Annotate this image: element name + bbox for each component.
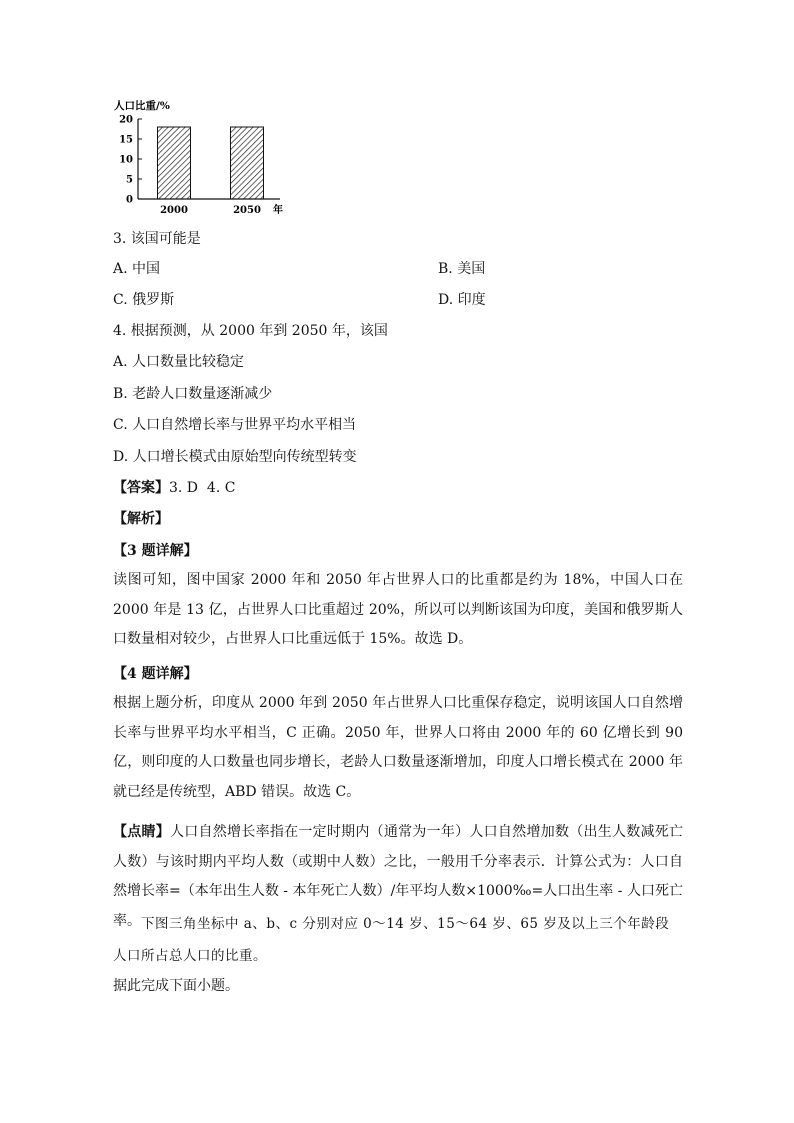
y-tick-label: 0 — [126, 194, 133, 206]
bar — [158, 127, 191, 199]
detail3-label: 【3 题详解】 — [113, 543, 198, 559]
detail4-label: 【4 题详解】 — [113, 666, 198, 682]
tip-text: 人口自然增长率指在一定时期内（通常为一年）人口自然增加数（出生人数减死亡人数）与该时期内平均人数（或期中人数）之比，一般用千分率表示．计算公式为：人口自然增长率=（本年出生人数 - 本年死亡人数）/年平均人数×1000‰=人口出生率 - 人口死亡率。 — [113, 824, 684, 929]
q3-option-a: A. 中国 — [113, 261, 161, 277]
bar-chart-svg — [112, 98, 302, 220]
y-tick-label: 10 — [119, 154, 133, 166]
y-tick-label: 15 — [119, 134, 133, 146]
next-intro: 下图三角坐标中 a、b、c 分别对应 0～14 岁、15～64 岁、65 岁及以上三个年龄段人口所占总人口的比重。 — [113, 916, 670, 964]
population-share-chart — [112, 98, 302, 220]
bars — [158, 127, 264, 199]
q4-option-a: A. 人口数量比较稳定 — [113, 354, 245, 370]
q3-option-d: D. 印度 — [438, 292, 486, 308]
q3-option-b: B. 美国 — [438, 261, 486, 277]
x-tick-label: 2050 — [233, 205, 261, 216]
q4-option-b: B. 老龄人口数量逐渐减少 — [113, 386, 273, 402]
detail4-text: 根据上题分析，印度从 2000 年到 2050 年占世界人口比重保存稳定，说明该国人口自然增长率与世界平均水平相当，C 正确。2050 年，世界人口将由 2000 年的 60 亿增长到 90 亿，则印度的人口数量也同步增长，老龄人口数量逐渐增加，印度人口增长模式在 2000 年就已经是传统型，ABD 错误。故选 C。 — [113, 695, 683, 800]
analysis-label: 【解析】 — [113, 511, 169, 527]
y-tick-label: 5 — [126, 174, 133, 186]
y-axis-label: 人口比重/% — [114, 100, 170, 112]
q4-option-c: C. 人口自然增长率与世界平均水平相当 — [113, 417, 357, 433]
q4-option-d: D. 人口增长模式由原始型向传统型转变 — [113, 449, 357, 465]
x-axis-label: 年 — [273, 205, 283, 216]
q4-stem: 4. 根据预测，从 2000 年到 2050 年，该国 — [113, 323, 388, 339]
q3-stem: 3. 该国可能是 — [113, 231, 201, 247]
detail3-text: 读图可知，图中国家 2000 年和 2050 年占世界人口的比重都是约为 18%，中国人口在 2000 年是 13 亿，占世界人口比重超过 20%，所以可以判断该国为印度，美国和俄罗斯人口数量相对较少，占世界人口比重远低于 15%。故选 D。 — [113, 572, 683, 647]
y-tick-label: 20 — [119, 114, 133, 126]
answer-label: 【答案】 — [113, 480, 169, 496]
x-tick-label: 2000 — [160, 205, 188, 216]
answer-text: 3. D 4. C — [169, 480, 236, 496]
q3-option-c: C. 俄罗斯 — [113, 292, 175, 308]
bar — [231, 127, 264, 199]
tip-label: 【点睛】 — [113, 824, 171, 840]
answer-line — [113, 478, 235, 498]
next-instruction: 据此完成下面小题。 — [113, 978, 239, 994]
